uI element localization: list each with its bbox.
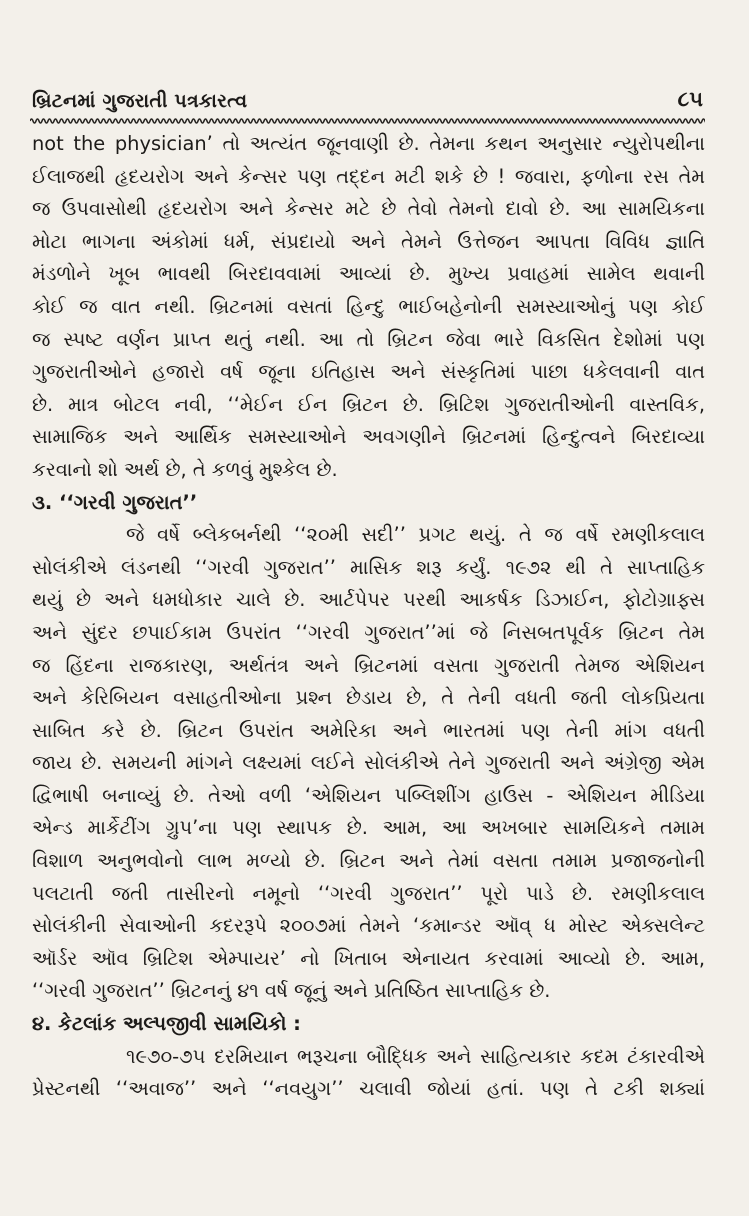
text-line: સોલંકીની સેવાઓની કદરરૂપે ૨૦૦૭માં તેમને ‘કમાન્ડર ઑવ્ ધ મોસ્ટ એક્સલેન્ટ xyxy=(32,914,705,938)
page-number: ૮૫ xyxy=(677,87,703,111)
text-line: કરવાનો શો અર્થ છે, તે કળવું મુશ્કેલ છે. xyxy=(32,457,338,481)
section-heading-3: ૩. ‘‘ગરવી ગુજરાત’’ xyxy=(32,490,198,514)
text-line: છે. માત્ર બોટલ નવી, ‘‘મેઈન ઈન બ્રિટન છે. બ્રિટિશ ગુજરાતીઓની વાસ્તવિક, xyxy=(32,392,705,416)
text-line: ૧૯૭૦-૭૫ દરમિયાન ભરૂચના બૌદ્ધિક અને સાહિત્યકાર કદમ ટંકારવીએ xyxy=(126,1044,705,1068)
text-line: જ હિંદના રાજકારણ, અર્થતંત્ર અને બ્રિટનમાં વસતા ગુજરાતી તેમજ એશિયન xyxy=(32,653,705,677)
text-line: જે વર્ષે બ્લેકબર્નથી ‘‘૨૦મી સદી’’ પ્રગટ થયું. તે જ વર્ષે રમણીકલાલ xyxy=(126,523,705,547)
paragraph-3 xyxy=(32,1041,705,1106)
section-heading-4: ૪. કેટલાંક અલ્પજીવી સામયિકો : xyxy=(32,1012,301,1036)
paragraph-1 xyxy=(32,128,705,487)
text-line: જાય છે. સમયની માંગને લક્ષ્યમાં લઈને સોલંકીએ તેને ગુજરાતી અને અંગ્રેજી એમ xyxy=(32,751,705,775)
text-line: મંડળોને ખૂબ ભાવથી બિરદાવવામાં આવ્યાં છે. મુખ્ય પ્રવાહમાં સામેલ થવાની xyxy=(32,262,705,286)
text-line: એન્ડ માર્કેટીંગ ગ્રુપ’ના પણ સ્થાપક છે. આમ, આ અખબાર સામયિકને તમામ xyxy=(32,816,705,840)
text-line: મોટા ભાગના અંકોમાં ધર્મ, સંપ્રદાયો અને તેમને ઉત્તેજન આપતા વિવિધ જ્ઞાતિ xyxy=(32,229,705,253)
text-line: અને સુંદર છપાઈકામ ઉપરાંત ‘‘ગરવી ગુજરાત’’માં જે નિસબતપૂર્વક બ્રિટન તેમ xyxy=(32,620,705,644)
running-title: બ્રિટનમાં ગુજરાતી પત્રકારત્વ xyxy=(32,90,248,112)
paragraph-2 xyxy=(32,519,705,1008)
header-wavy-rule xyxy=(30,116,705,126)
wavy-rule-graphic xyxy=(30,116,705,126)
page-body xyxy=(32,128,705,1106)
page-header xyxy=(32,78,703,112)
text-line: સામાજિક અને આર્થિક સમસ્યાઓને અવગણીને બ્રિટનમાં હિન્દુત્વને બિરદાવ્યા xyxy=(32,425,705,449)
text-line: not the physician’ તો અત્યંત જૂનવાણી છે. તેમના કથન અનુસાર ન્યુરોપથીના xyxy=(32,132,705,155)
text-line: પલટાતી જતી તાસીરનો નમૂનો ‘‘ગરવી ગુજરાત’’ પૂરો પાડે છે. રમણીકલાલ xyxy=(32,881,705,905)
text-line: દ્વિભાષી બનાવ્યું છે. તેઓ વળી ‘એશિયન પબ્લિશીંગ હાઉસ - એશિયન મીડિયા xyxy=(32,783,705,807)
text-line: વિશાળ અનુભવોનો લાભ મળ્યો છે. બ્રિટન અને તેમાં વસતા તમામ પ્રજાજનોની xyxy=(32,849,705,873)
text-line: પ્રેસ્ટનથી ‘‘અવાજ’’ અને ‘‘નવયુગ’’ ચલાવી જોયાં હતાં. પણ તે ટકી શક્યાં xyxy=(32,1077,705,1101)
text-line: ઑર્ડર ઑવ બ્રિટિશ એમ્પાયર’ નો ખિતાબ એનાયત કરવામાં આવ્યો છે. આમ, xyxy=(32,946,705,970)
text-line: કોઈ જ વાત નથી. બ્રિટનમાં વસતાં હિન્દુ ભાઈબહેનોની સમસ્યાઓનું પણ કોઈ xyxy=(32,294,705,318)
text-line: જ સ્પષ્ટ વર્ણન પ્રાપ્ત થતું નથી. આ તો બ્રિટન જેવા ભારે વિકસિત દેશોમાં પણ xyxy=(32,327,705,351)
text-line: થયું છે અને ધમધોકાર ચાલે છે. આર્ટપેપર પરથી આકર્ષક ડિઝાઈન, ફોટોગ્રાફ્સ xyxy=(32,588,705,612)
text-line: અને કેરિબિયન વસાહતીઓના પ્રશ્ન છેડાય છે, તે તેની વધતી જતી લોકપ્રિયતા xyxy=(32,686,705,710)
text-line: ઈલાજથી હૃદયરોગ અને કેન્સર પણ તદ્દન મટી શકે છે ! જવારા, ફળોના રસ તેમ xyxy=(32,164,705,188)
text-line: ‘‘ગરવી ગુજરાત’’ બ્રિટનનું ૪૧ વર્ષ જૂનું અને પ્રતિષ્ઠિત સાપ્તાહિક છે. xyxy=(32,979,551,1003)
text-line: સોલંકીએ લંડનથી ‘‘ગરવી ગુજરાત’’ માસિક શરૂ કર્યું. ૧૯૭૨ થી તે સાપ્તાહિક xyxy=(32,555,705,579)
text-line: ગુજરાતીઓને હજારો વર્ષ જૂના ઇતિહાસ અને સંસ્કૃતિમાં પાછા ધકેલવાની વાત xyxy=(32,360,705,384)
text-line: જ ઉપવાસોથી હૃદયરોગ અને કેન્સર મટે છે તેવો તેમનો દાવો છે. આ સામયિકના xyxy=(32,197,705,221)
text-line: સાબિત કરે છે. બ્રિટન ઉપરાંત અમેરિકા અને ભારતમાં પણ તેની માંગ વધતી xyxy=(32,718,705,742)
